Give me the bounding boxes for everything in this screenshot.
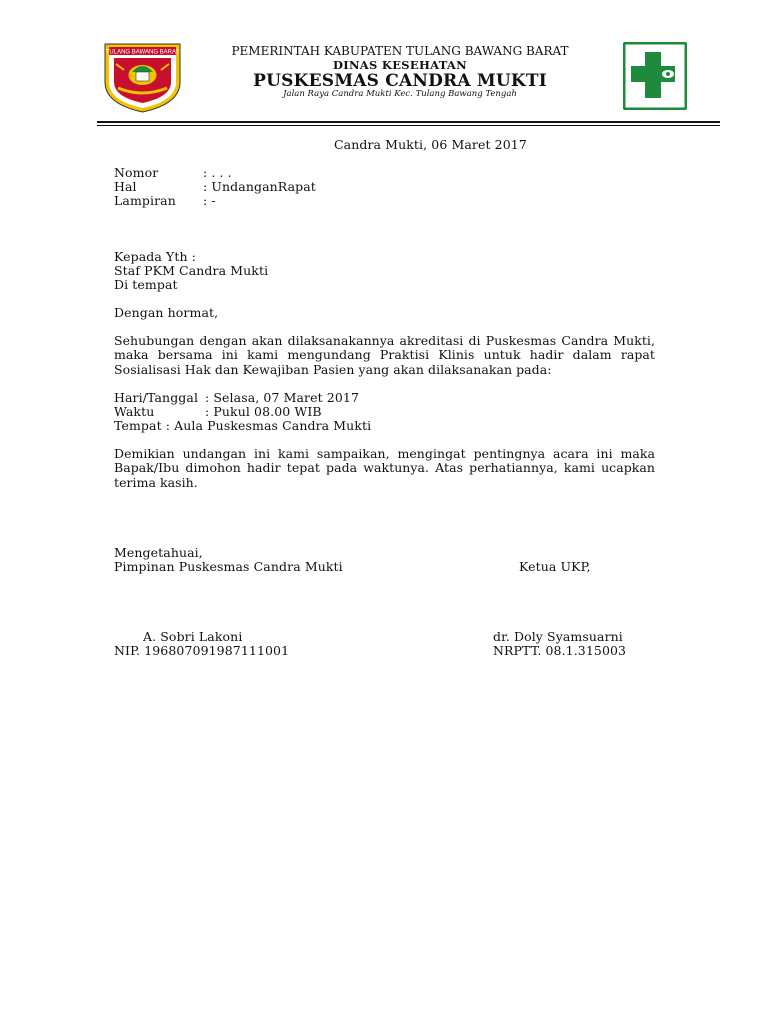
detail-value-date: : Selasa, 07 Maret 2017	[205, 390, 360, 405]
header-address: Jalan Raya Candra Mukti Kec. Tulang Bawang Tengah	[283, 89, 517, 99]
regency-emblem-logo	[104, 42, 181, 113]
recipient-line: Staf PKM Candra Mukti	[114, 263, 269, 278]
header-divider-thin	[97, 125, 720, 126]
logo-banner-text: TULANG BAWANG BARAT	[105, 49, 180, 56]
detail-label-time: Waktu	[114, 404, 155, 419]
header-government: PEMERINTAH KABUPATEN TULANG BAWANG BARAT	[231, 44, 569, 58]
acknowledge-label: Mengetahuai,	[114, 545, 203, 560]
meta-label-hal: Hal	[114, 179, 137, 194]
header-department: DINAS KESEHATAN	[333, 58, 467, 72]
signer-left-id: NIP. 196807091987111001	[114, 643, 290, 658]
letter-date: Candra Mukti, 06 Maret 2017	[334, 137, 527, 152]
meta-value-lampiran: : -	[203, 193, 216, 208]
detail-label-date: Hari/Tanggal	[114, 390, 199, 405]
greeting: Dengan hormat,	[114, 305, 219, 320]
puskesmas-cross-logo	[623, 42, 687, 110]
header-institution: PUSKESMAS CANDRA MUKTI	[253, 71, 547, 91]
signer-right-title: Ketua UKP,	[519, 559, 591, 574]
signer-right-name: dr. Doly Syamsuarni	[493, 629, 623, 644]
recipient-line: Kepada Yth :	[114, 249, 196, 264]
meta-label-lampiran: Lampiran	[114, 193, 176, 208]
meta-value-hal: : UndanganRapat	[203, 179, 316, 194]
detail-value-time: : Pukul 08.00 WIB	[205, 404, 322, 419]
signer-left-title: Pimpinan Puskesmas Candra Mukti	[114, 559, 343, 574]
signer-left-name: A. Sobri Lakoni	[143, 629, 243, 644]
detail-place: Tempat : Aula Puskesmas Candra Mukti	[114, 418, 372, 433]
meta-label-nomor: Nomor	[114, 165, 159, 180]
intro-paragraph: Sehubungan dengan akan dilaksanakannya akreditasi di Puskesmas Candra Mukti, maka bersama ini kami mengundang Praktisi Klinis untuk hadir dalam rapat Sosialisasi Hak dan Kewajiban Pasien yang akan dilaksanakan pada:	[114, 333, 655, 377]
signer-right-id: NRPTT. 08.1.315003	[493, 643, 627, 658]
recipient-line: Di tempat	[114, 277, 178, 292]
closing-paragraph: Demikian undangan ini kami sampaikan, mengingat pentingnya acara ini maka Bapak/Ibu dimohon hadir tepat pada waktunya. Atas perhatiannya, kami ucapkan terima kasih.	[114, 446, 655, 490]
meta-value-nomor: : . . .	[203, 165, 232, 180]
header-divider-thick	[97, 121, 720, 123]
